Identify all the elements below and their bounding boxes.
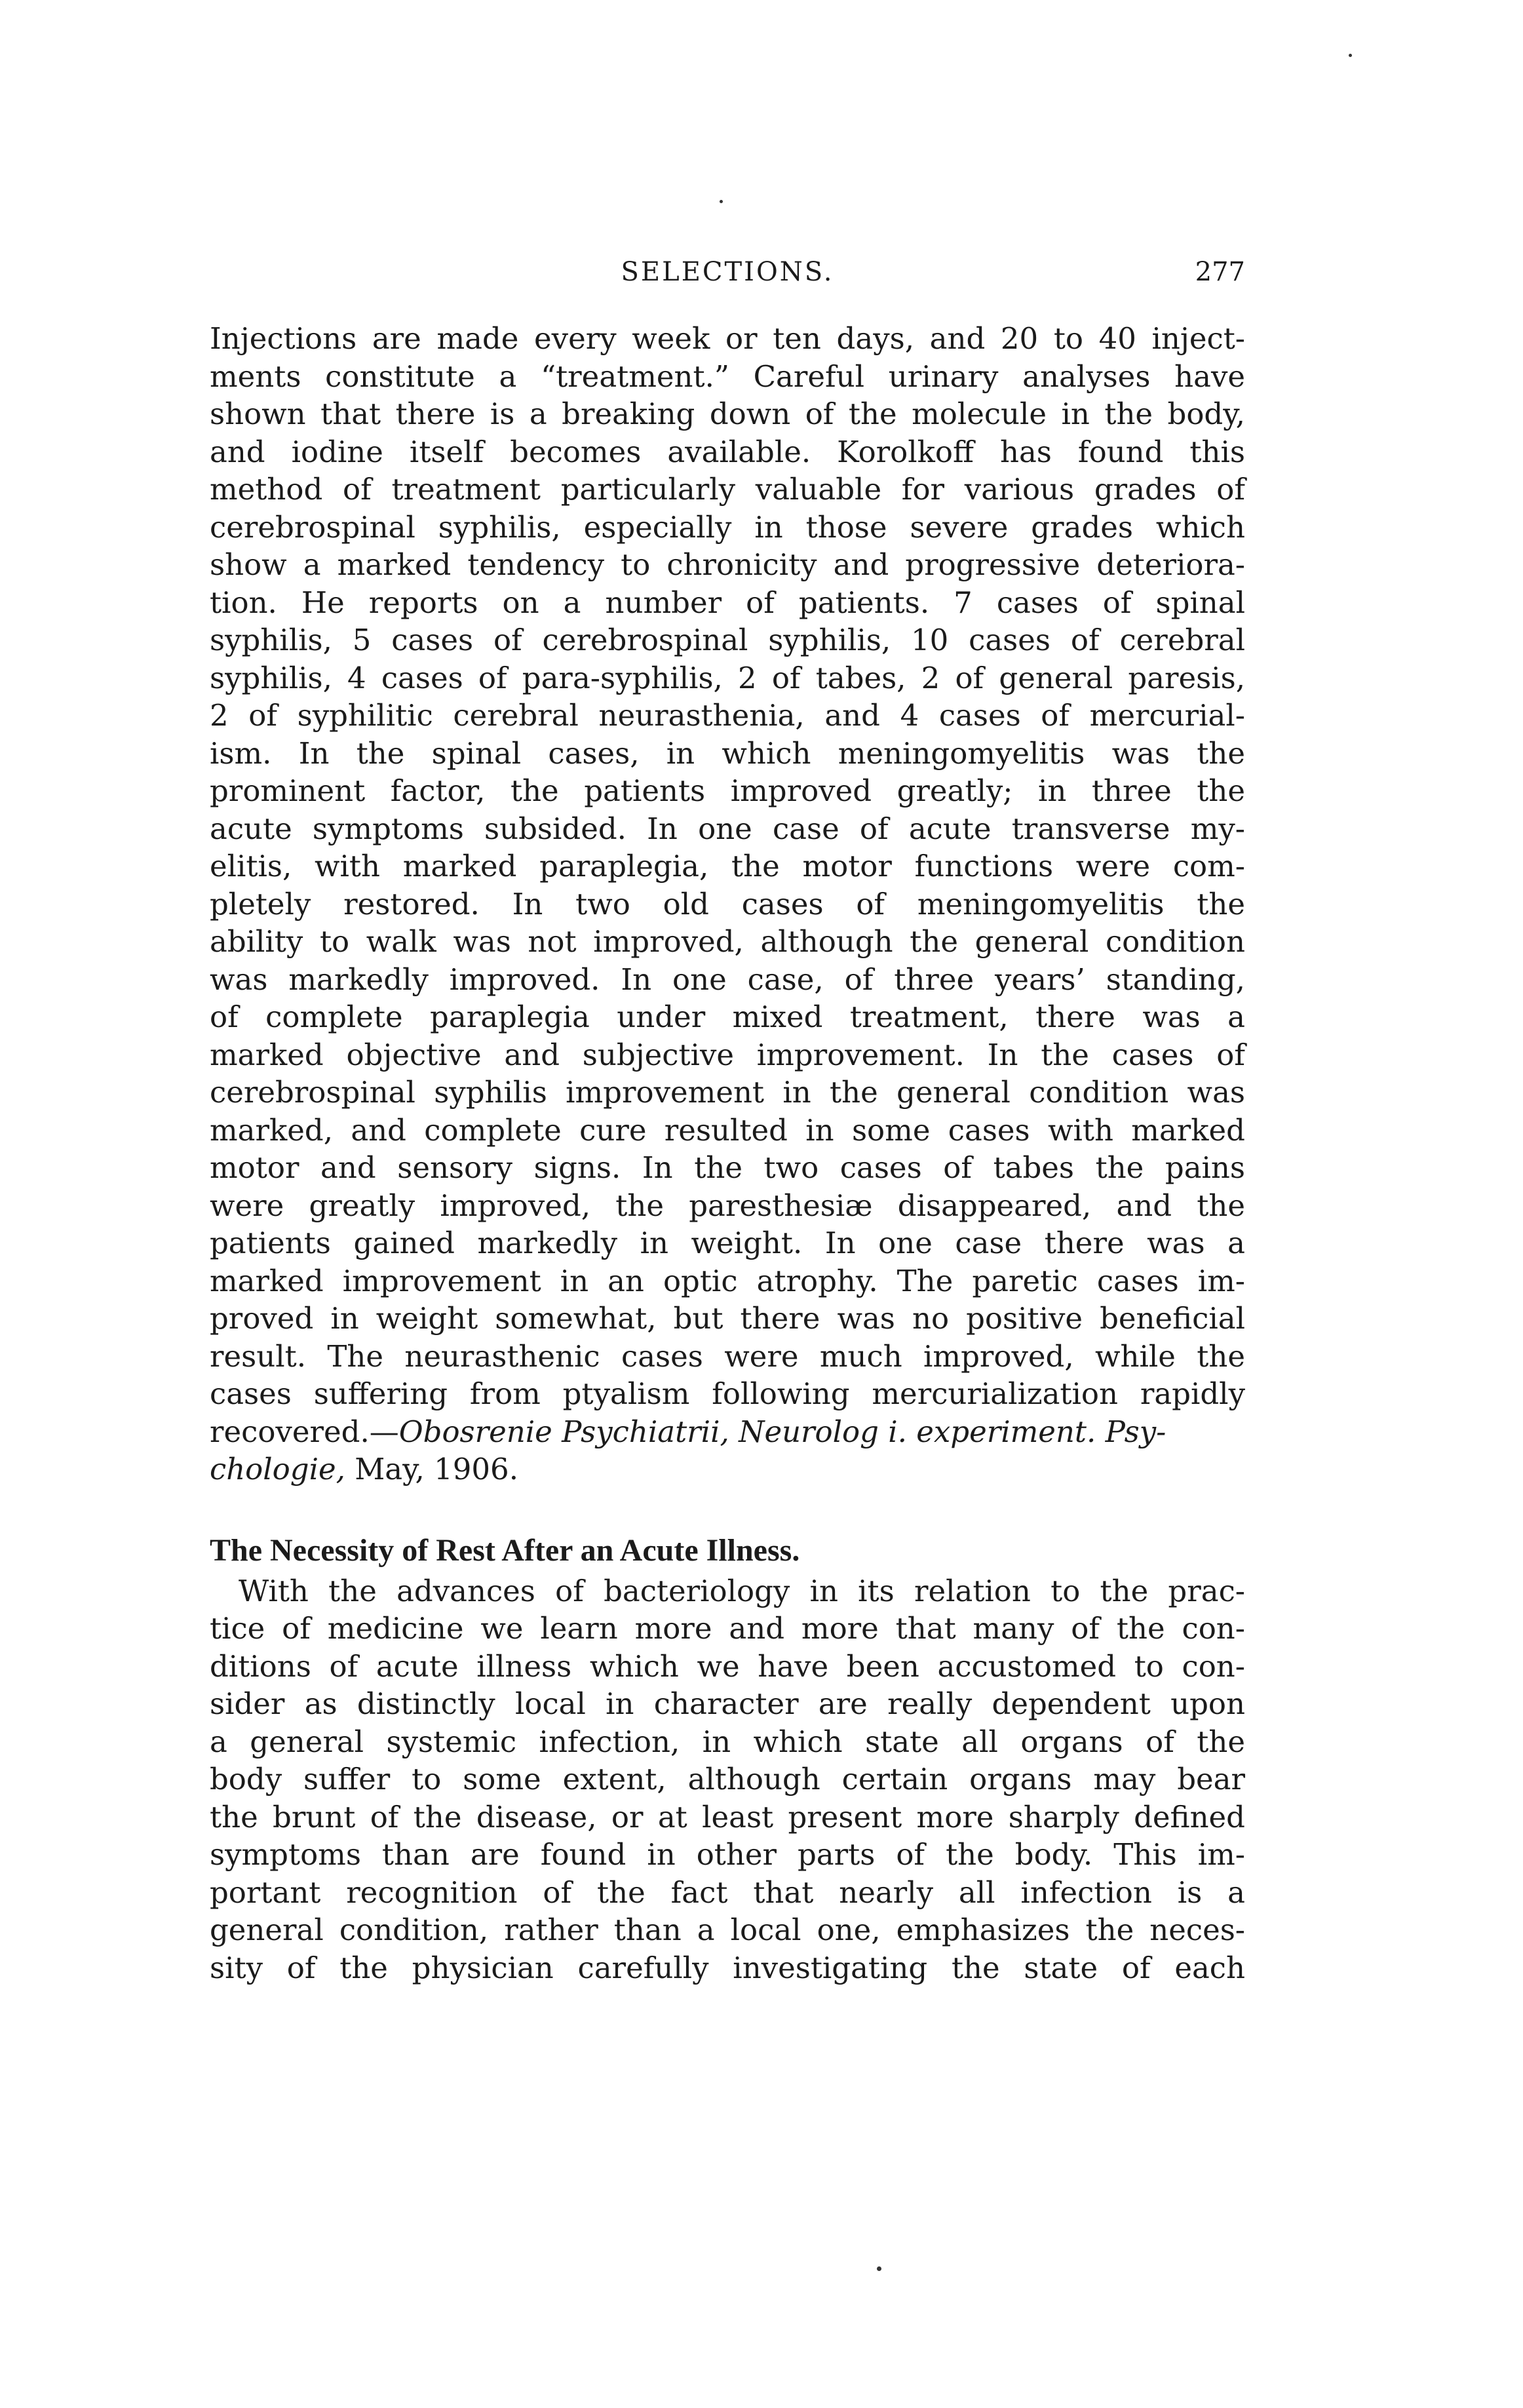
text-line: was markedly improved. In one case, of three years’ standing, bbox=[210, 961, 1245, 997]
text-line: marked, and complete cure resulted in some cases with marked bbox=[210, 1112, 1245, 1148]
text-line: motor and sensory signs. In the two cases of tabes the pains bbox=[210, 1150, 1245, 1185]
citation-line bbox=[210, 1413, 1245, 1451]
text-line: shown that there is a breaking down of the molecule in the body, bbox=[210, 397, 1245, 431]
text-line: ditions of acute illness which we have been accustomed to con- bbox=[210, 1648, 1245, 1684]
citation-prefix: recovered.— bbox=[210, 1414, 399, 1449]
citation-line bbox=[210, 1450, 1245, 1488]
text-line: patients gained markedly in weight. In one case there was a bbox=[210, 1226, 1245, 1260]
text-line: cases suffering from ptyalism following mercurialization rapidly bbox=[210, 1376, 1245, 1411]
page-header bbox=[210, 257, 1245, 303]
text-line: Injections are made every week or ten days, and 20 to 40 inject- bbox=[210, 321, 1245, 356]
running-title: SELECTIONS. bbox=[621, 257, 834, 287]
page-number: 277 bbox=[1195, 257, 1245, 287]
text-line: the brunt of the disease, or at least present more sharply defined bbox=[210, 1799, 1245, 1835]
text-line: were greatly improved, the paresthesiæ disappeared, and the bbox=[210, 1188, 1245, 1223]
text-line: cerebrospinal syphilis improvement in the general condition was bbox=[210, 1075, 1245, 1110]
citation-date: May, 1906. bbox=[345, 1452, 518, 1486]
scan-speck bbox=[720, 200, 723, 203]
text-line: cerebrospinal syphilis, especially in those severe grades which bbox=[210, 509, 1245, 545]
text-line: method of treatment particularly valuable for various grades of bbox=[210, 472, 1245, 507]
text-line: elitis, with marked paraplegia, the motor functions were com- bbox=[210, 849, 1245, 884]
text-line: result. The neurasthenic cases were much improved, while the bbox=[210, 1338, 1245, 1374]
text-line: portant recognition of the fact that nearly all infection is a bbox=[210, 1874, 1245, 1910]
text-line: proved in weight somewhat, but there was no positive beneficial bbox=[210, 1301, 1245, 1336]
text-line: general condition, rather than a local one, emphasizes the neces- bbox=[210, 1913, 1245, 1947]
text-line: pletely restored. In two old cases of meningomyelitis the bbox=[210, 886, 1245, 922]
text-line: syphilis, 5 cases of cerebrospinal syphilis, 10 cases of cerebral bbox=[210, 623, 1245, 657]
text-line: sider as distinctly local in character are really dependent upon bbox=[210, 1686, 1245, 1721]
text-line: tice of medicine we learn more and more that many of the con- bbox=[210, 1611, 1245, 1646]
text-line: prominent factor, the patients improved greatly; in three the bbox=[210, 773, 1245, 808]
text-line: a general systemic infection, in which state all organs of the bbox=[210, 1724, 1245, 1759]
section-heading: The Necessity of Rest After an Acute Illness. bbox=[210, 1532, 800, 1568]
text-line: syphilis, 4 cases of para-syphilis, 2 of tabes, 2 of general paresis, bbox=[210, 660, 1245, 695]
text-line: show a marked tendency to chronicity and progressive deteriora- bbox=[210, 547, 1245, 582]
text-line: acute symptoms subsided. In one case of acute transverse my- bbox=[210, 811, 1245, 846]
text-line: and iodine itself becomes available. Korolkoff has found this bbox=[210, 434, 1245, 469]
section-korolkoff-report bbox=[210, 320, 1245, 1413]
text-line: body suffer to some extent, although certain organs may bear bbox=[210, 1762, 1245, 1796]
text-line: marked objective and subjective improvement. In the cases of bbox=[210, 1037, 1245, 1072]
text-line: ism. In the spinal cases, in which meningomyelitis was the bbox=[210, 735, 1245, 771]
text-line: symptoms than are found in other parts of the body. This im- bbox=[210, 1837, 1245, 1872]
text-line: sity of the physician carefully investigating the state of each bbox=[210, 1950, 1245, 1985]
text-line: ments constitute a “treatment.” Careful urinary analyses have bbox=[210, 359, 1245, 394]
text-line: of complete paraplegia under mixed treatment, there was a bbox=[210, 1000, 1245, 1034]
scan-speck bbox=[877, 2266, 881, 2271]
text-line: 2 of syphilitic cerebral neurasthenia, and 4 cases of mercurial- bbox=[210, 698, 1245, 733]
text-line: With the advances of bacteriology in its relation to the prac- bbox=[239, 1573, 1245, 1608]
citation-source: Obosrenie Psychiatrii, Neurolog i. experiment. Psy- bbox=[398, 1414, 1166, 1449]
scan-speck bbox=[1349, 54, 1352, 57]
body-text bbox=[210, 320, 1245, 1987]
text-line: ability to walk was not improved, although the general condition bbox=[210, 924, 1245, 959]
text-line: tion. He reports on a number of patients. 7 cases of spinal bbox=[210, 585, 1245, 620]
section-rest-after-illness bbox=[210, 1572, 1245, 1987]
text-line: marked improvement in an optic atrophy. The paretic cases im- bbox=[210, 1263, 1245, 1298]
citation-source-cont: chologie, bbox=[210, 1452, 345, 1486]
